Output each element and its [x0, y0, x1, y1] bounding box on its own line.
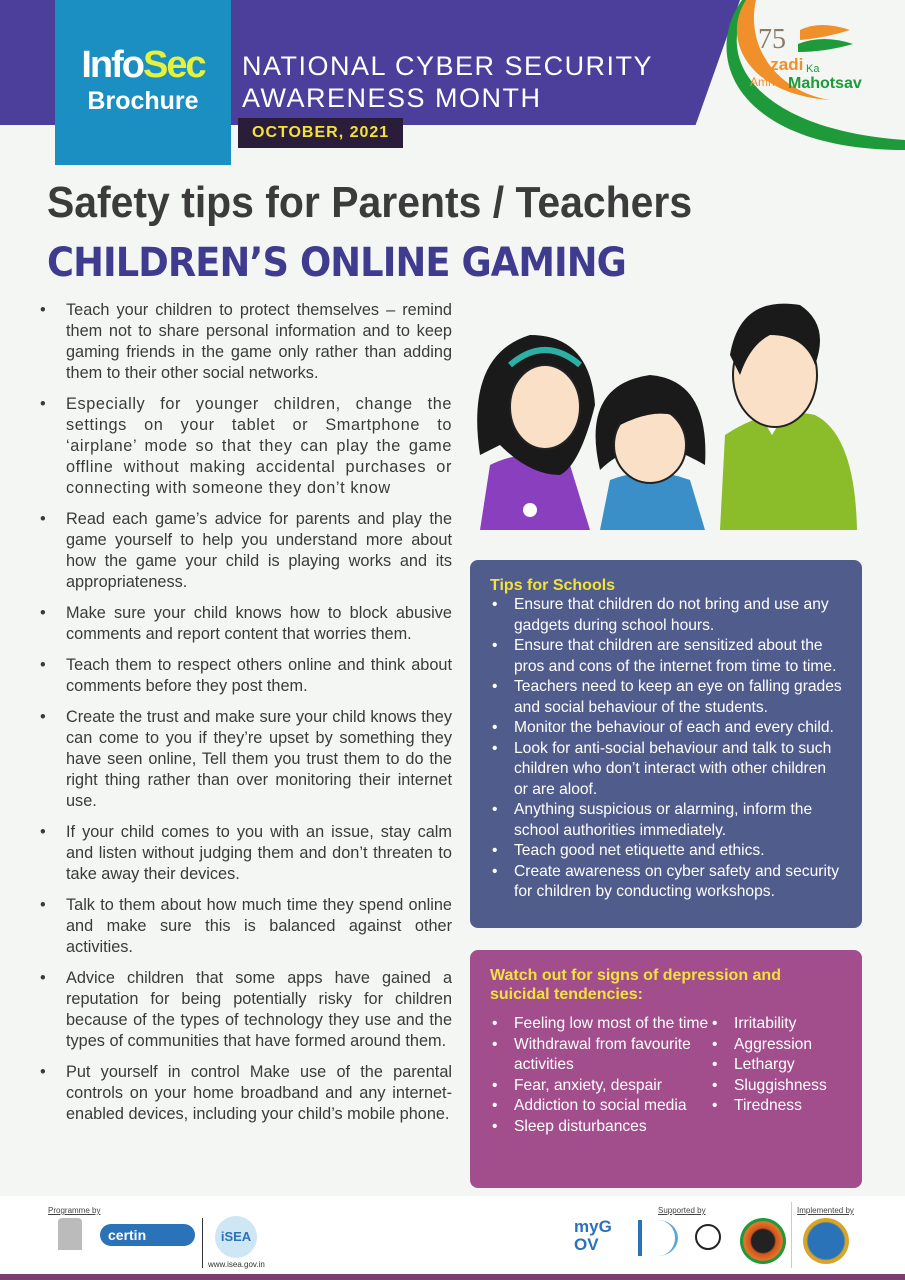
family-illustration [470, 295, 862, 530]
infosec-brochure-logo [55, 0, 231, 165]
footer [0, 1196, 905, 1274]
list-item: • Anything suspicious or alarming, inform the school authorities immediately. [490, 800, 844, 841]
supported-by-label: Supported by [658, 1206, 706, 1215]
tips-for-schools-box [470, 560, 862, 928]
cyber-logo [740, 1218, 786, 1264]
cdac-logo [803, 1218, 849, 1264]
list-item: • Irritability [710, 1014, 827, 1035]
list-item: • Teach your children to protect themselves – remind them not to share personal information and to keep gaming friends in the game only rather than adding them to their other social networks. [30, 300, 452, 384]
brand-sub: Brochure [87, 87, 199, 115]
cert-in-logo: certin [100, 1224, 195, 1246]
logo-ka: Ka [806, 63, 820, 75]
ministry-logo [695, 1224, 721, 1250]
divider [202, 1218, 203, 1268]
list-item: • Aggression [710, 1035, 827, 1056]
list-item: • Talk to them about how much time they spend online and make sure this is balanced against other activities. [30, 895, 452, 958]
list-item: • Teachers need to keep an eye on falling grades and social behaviour of the students. [490, 677, 844, 718]
list-item: • Make sure your child knows how to block abusive comments and report content that worries them. [30, 603, 452, 645]
list-item: • Put yourself in control Make use of the parental controls on your home broadband and any internet-enabled devices, including your child’s mobile phone. [30, 1062, 452, 1125]
parent-tips-list [30, 300, 452, 1135]
mygov-logo: myGOV [574, 1217, 612, 1254]
implemented-by-label: Implemented by [797, 1206, 854, 1215]
logo-amrit: Amrit [750, 75, 778, 89]
list-item: • Look for anti-social behaviour and talk to such children who don’t interact with other children or are aloof. [490, 739, 844, 801]
brand-sec: Sec [143, 44, 205, 86]
divider [791, 1202, 792, 1268]
list-item: • Addiction to social media [490, 1096, 710, 1117]
watch-heading: Watch out for signs of depression and suicidal tendencies: [490, 967, 781, 1003]
list-item: • Withdrawal from favourite activities [490, 1035, 710, 1076]
logo-75: 75 [758, 24, 786, 55]
logo-azadi: Azadi [758, 55, 804, 74]
list-item: • Ensure that children do not bring and use any gadgets during school hours. [490, 595, 844, 636]
emblem-logo [58, 1218, 82, 1250]
list-item: • Ensure that children are sensitized about the pros and cons of the internet from time to time. [490, 636, 844, 677]
depression-signs-box [470, 950, 862, 1188]
list-item: • Sleep disturbances [490, 1117, 710, 1138]
schools-heading: Tips for Schools [490, 577, 616, 594]
ic-logo [638, 1220, 678, 1256]
list-item: • Feeling low most of the time [490, 1014, 710, 1035]
list-item: • Tiredness [710, 1096, 827, 1117]
programme-by-label: Programme by [48, 1206, 101, 1215]
list-item: • Teach them to respect others online and think about comments before they post them. [30, 655, 452, 697]
header-title-line1: NATIONAL CYBER SECURITY [242, 51, 654, 81]
list-item: • Fear, anxiety, despair [490, 1076, 710, 1097]
bottom-bar [0, 1274, 905, 1280]
list-item: • If your child comes to you with an issue, stay calm and listen without judging them and don’t threaten to take away their devices. [30, 822, 452, 885]
list-item: • Read each game’s advice for parents and play the game yourself to help you understand more about how the game your child is playing works and its appropriateness. [30, 509, 452, 593]
page-title: Safety tips for Parents / Teachers [47, 178, 693, 227]
brand-info: Info [81, 44, 143, 86]
list-item: • Teach good net etiquette and ethics. [490, 841, 844, 862]
header-title-line2: AWARENESS MONTH [242, 83, 542, 113]
azadi-ka-amrit-mahotsav-logo [720, 0, 905, 150]
list-item: • Advice children that some apps have gained a reputation for being potentially risky for children because of the types of technology they use and the types of communities that have formed around them. [30, 968, 452, 1052]
list-item: • Create the trust and make sure your child knows they can come to you if they’re upset by something they have seen online, Tell them you trust them to do the right thing rather than over monitoring their internet use. [30, 707, 452, 812]
header-title [242, 50, 653, 114]
list-item: • Especially for younger children, change the settings on your tablet or Smartphone to ‘airplane’ mode so that they can play the game offline without making accidental purchases or connecting with someone they don’t know [30, 394, 452, 499]
list-item: • Monitor the behaviour of each and every child. [490, 718, 844, 739]
logo-mahotsav: Mahotsav [788, 75, 862, 92]
date-badge: OCTOBER, 2021 [238, 118, 403, 148]
isea-logo: iSEA [215, 1216, 257, 1258]
list-item: • Lethargy [710, 1055, 827, 1076]
page-subtitle: CHILDREN’S ONLINE GAMING [47, 240, 626, 286]
list-item: • Create awareness on cyber safety and security for children by conducting workshops. [490, 862, 844, 903]
isea-url-link[interactable]: www.isea.gov.in [208, 1260, 265, 1269]
list-item: • Sluggishness [710, 1076, 827, 1097]
